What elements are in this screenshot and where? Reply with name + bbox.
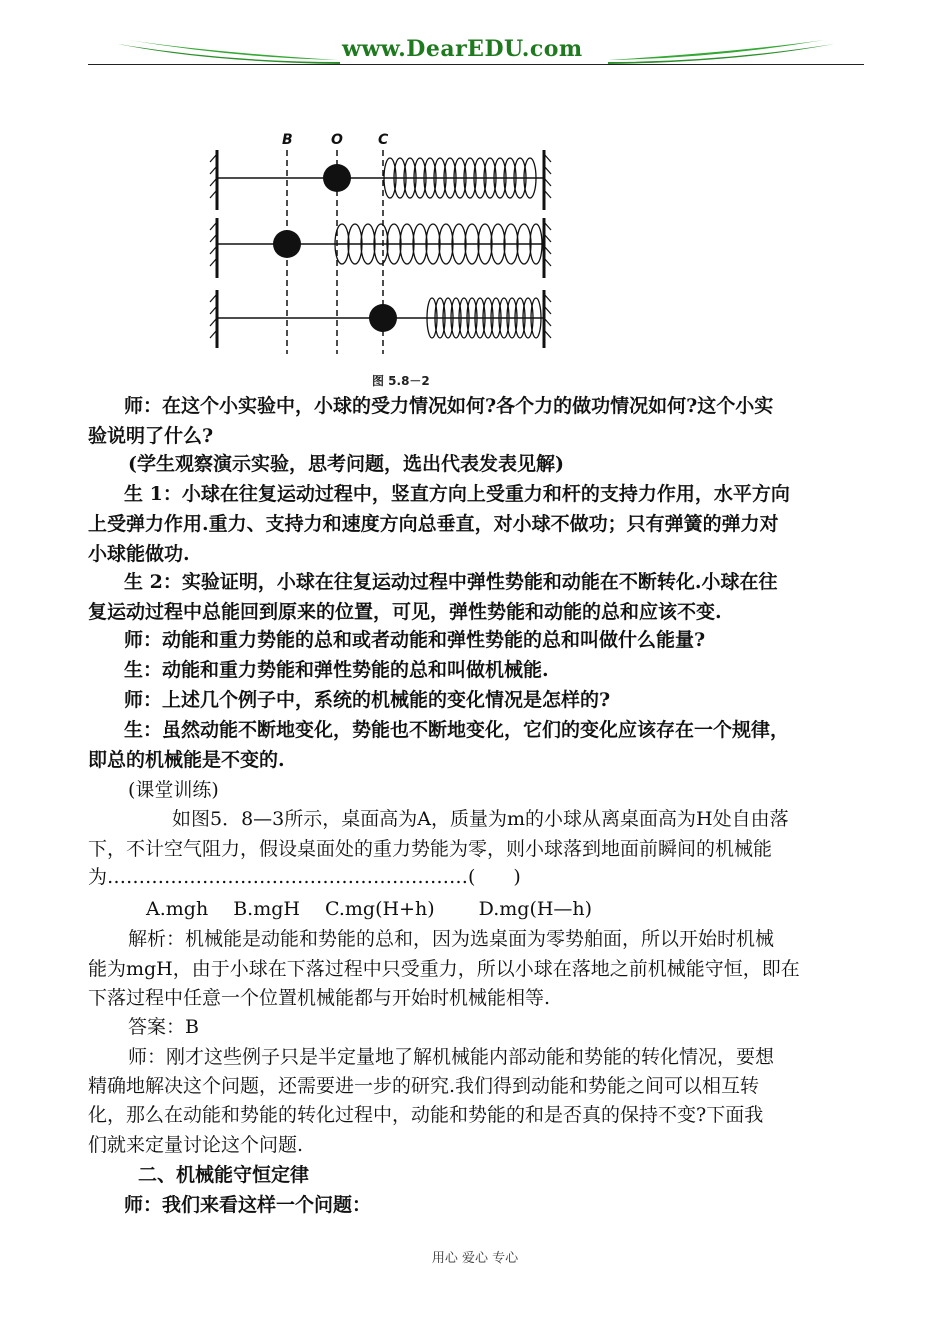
text-line-14: (课堂训练) xyxy=(128,779,219,801)
ball-at-b xyxy=(273,230,301,258)
label-c: C xyxy=(378,132,389,148)
footer-motto: 用心 爱心 专心 xyxy=(431,1251,519,1266)
spring-ball-figure xyxy=(200,122,570,394)
header-rule xyxy=(88,64,864,65)
site-logo-text: www.DearEDU.com xyxy=(342,36,583,62)
text-line-6: 小球能做功. xyxy=(88,543,190,565)
text-line-4: 生 1：小球在往复运动过程中，竖直方向上受重力和杆的支持力作用，水平方向 xyxy=(124,483,790,505)
text-line-18: A.mgh B.mgH C.mg(H+h) D.mg(H—h) xyxy=(146,898,593,920)
text-line-8: 复运动过程中总能回到原来的位置，可见，弹性势能和动能的总和应该不变. xyxy=(88,601,722,623)
text-line-12: 生：虽然动能不断地变化，势能也不断地变化，它们的变化应该存在一个规律， xyxy=(124,719,790,741)
text-line-17: 为…………………………………………………( ) xyxy=(88,866,521,888)
text-line-13: 即总的机械能是不变的. xyxy=(88,749,285,771)
text-line-3: (学生观察演示实验，思考问题，选出代表发表见解) xyxy=(128,453,564,475)
text-line-7: 生 2：实验证明，小球在往复运动过程中弹性势能和动能在不断转化.小球在往 xyxy=(124,571,778,593)
text-line-22: 答案：B xyxy=(128,1016,199,1038)
text-line-28: 师：我们来看这样一个问题： xyxy=(124,1194,372,1216)
text-line-19: 解析：机械能是动能和势能的总和，因为选桌面为零势舶面，所以开始时机械 xyxy=(128,928,775,950)
text-line-26: 们就来定量讨论这个问题. xyxy=(88,1134,304,1156)
text-line-2: 验说明了什么? xyxy=(88,425,214,447)
text-line-20: 能为mgH，由于小球在下落过程中只受重力，所以小球在落地之前机械能守恒，即在 xyxy=(88,958,800,980)
section-heading: 二、机械能守恒定律 xyxy=(138,1164,310,1186)
figure-caption: 图 5.8－2 xyxy=(372,374,430,388)
label-o: O xyxy=(331,132,343,148)
text-line-21: 下落过程中任意一个位置机械能都与开始时机械能相等. xyxy=(88,987,551,1009)
text-line-25: 化，那么在动能和势能的转化过程中，动能和势能的和是否真的保持不变?下面我 xyxy=(88,1104,764,1126)
text-line-1: 师：在这个小实验中，小球的受力情况如何?各个力的做功情况如何?这个小实 xyxy=(124,395,774,417)
text-line-9: 师：动能和重力势能的总和或者动能和弹性势能的总和叫做什么能量? xyxy=(124,629,706,651)
ball-at-c xyxy=(369,304,397,332)
label-b: B xyxy=(282,132,293,148)
text-line-10: 生：动能和重力势能和弹性势能的总和叫做机械能. xyxy=(124,659,549,681)
text-line-11: 师：上述几个例子中，系统的机械能的变化情况是怎样的? xyxy=(124,689,611,711)
text-line-24: 精确地解决这个问题，还需要进一步的研究.我们得到动能和势能之间可以相互转 xyxy=(88,1075,760,1097)
text-line-16: 下，不计空气阻力，假设桌面处的重力势能为零，则小球落到地面前瞬间的机械能 xyxy=(88,838,773,860)
ball-at-o xyxy=(323,164,351,192)
text-line-15: 如图5．8—3所示，桌面高为A，质量为m的小球从离桌面高为H处自由落 xyxy=(172,808,789,830)
text-line-23: 师：刚才这些例子只是半定量地了解机械能内部动能和势能的转化情况，要想 xyxy=(128,1046,775,1068)
text-line-5: 上受弹力作用.重力、支持力和速度方向总垂直，对小球不做功；只有弹簧的弹力对 xyxy=(88,513,779,535)
